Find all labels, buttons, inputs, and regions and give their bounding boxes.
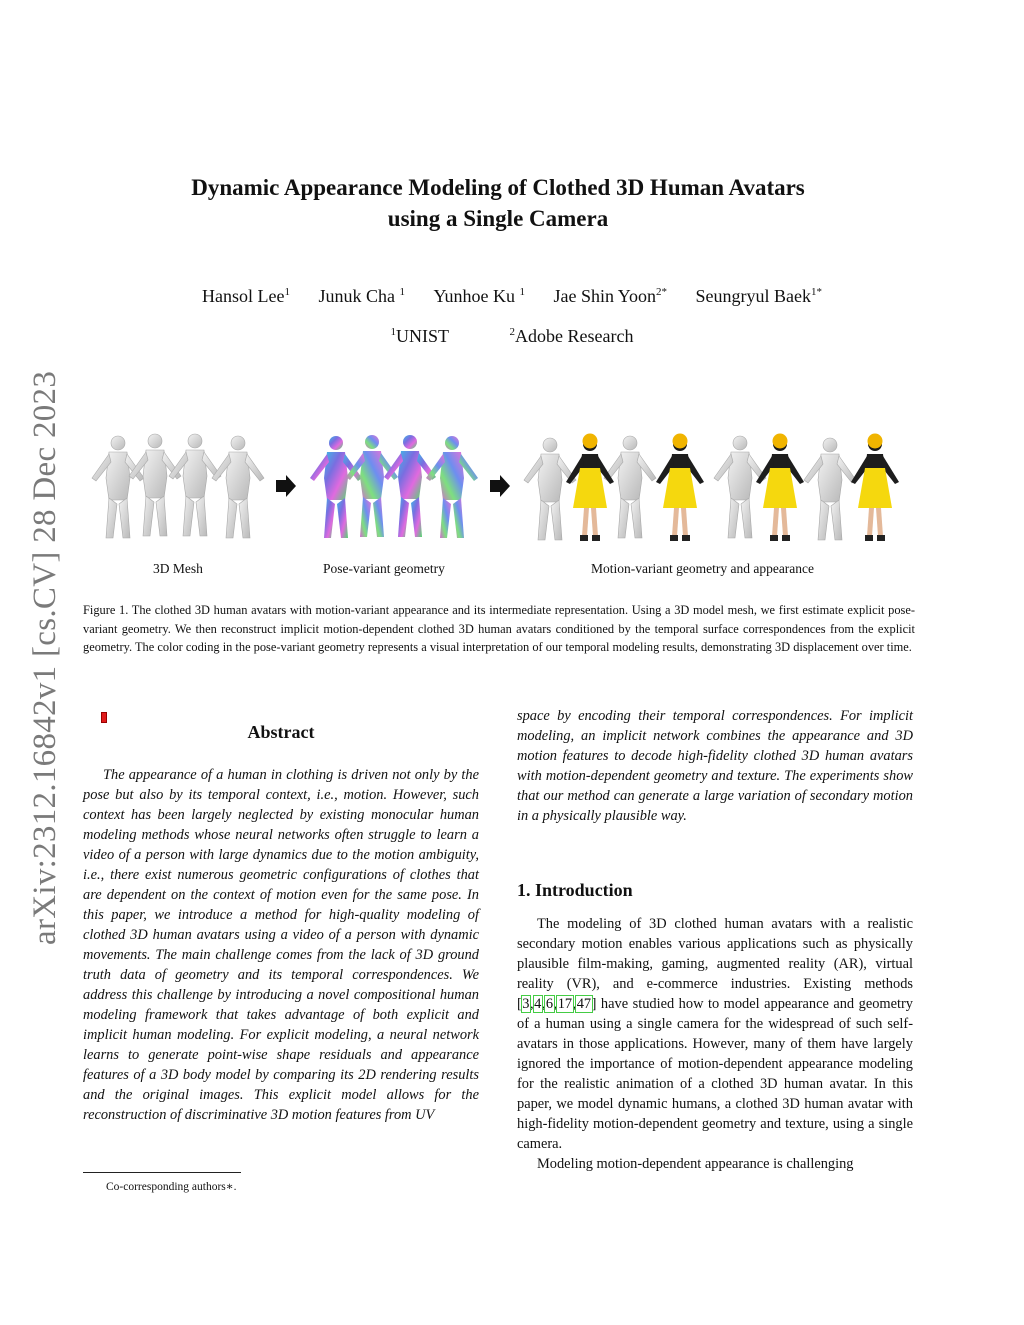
citation-link[interactable]: 17 bbox=[557, 996, 573, 1012]
figure-label-pose-variant: Pose-variant geometry bbox=[323, 561, 445, 576]
affiliation-1: $^1$UNIST bbox=[390, 326, 450, 346]
arxiv-stamp: arXiv:2312.16842v1 [cs.CV] 28 Dec 2023 bbox=[27, 370, 63, 945]
abstract-continuation bbox=[517, 706, 913, 826]
author-4: Jae Shin Yoon$^{2*}$ bbox=[553, 286, 667, 306]
author-list bbox=[0, 286, 1024, 307]
citation-link[interactable]: 3 bbox=[522, 996, 530, 1012]
figure-label-3d-mesh: 3D Mesh bbox=[153, 561, 203, 576]
citation-link[interactable]: 47 bbox=[576, 996, 592, 1012]
intro-paragraph-2: Modeling motion-dependent appearance is challenging bbox=[537, 1156, 854, 1172]
figure-1-illustration bbox=[80, 420, 920, 560]
affiliation-list bbox=[0, 326, 1024, 347]
abstract-paragraph: The appearance of a human in clothing is driven not only by the pose but also by its temporal context, i.e., motion. However, such context has been largely neglected by existing monocular human modeling methods whose neural networks often struggle to learn a video of a person with large dynamics due to the motion ambiguity, i.e., there exist numerous geometric configurations of clothes that are dependent on the context of motion even for the same pose. In this paper, we introduce a method for high-quality modeling of clothed 3D human avatars using a video of a person with dynamic movements. The main challenge comes from the lack of 3D ground truth data of geometry and its temporal correspondences. We address this challenge by introducing a novel compositional human modeling framework that takes advantage of both explicit and implicit human modeling. For explicit modeling, a neural network learns to generate point-wise shape residuals and appearance features of a 3D body model by comparing its 2D rendering results and the original images. This explicit model allows for the reconstruction of discriminative 3D motion features from UV bbox=[83, 767, 479, 1123]
introduction-heading: 1. Introduction bbox=[517, 880, 633, 900]
abstract-paragraph-cont: space by encoding their temporal correspondences. For implicit modeling, an implicit network combines the appearance and 3D motion features to decode high-fidelity clothed 3D human avatars with motion-dependent geometry and texture. The experiments show that our method can generate a large variation of secondary motion in a physically plausible way. bbox=[517, 708, 913, 824]
author-5: Seungryul Baek$^{1*}$ bbox=[695, 286, 822, 306]
author-2: Junuk Cha $^1$ bbox=[318, 286, 405, 306]
author-1: Hansol Lee$^1$ bbox=[202, 286, 290, 306]
citation-link[interactable]: 4 bbox=[534, 996, 542, 1012]
figure-label-motion-variant: Motion-variant geometry and appearance bbox=[591, 561, 815, 576]
footnote: Co-corresponding authors∗. bbox=[106, 1181, 237, 1193]
paper-title bbox=[100, 172, 896, 234]
author-3: Yunhoe Ku $^1$ bbox=[433, 286, 525, 306]
introduction-body bbox=[517, 914, 913, 1174]
footnote-divider bbox=[83, 1172, 241, 1173]
citation-link[interactable]: 6 bbox=[545, 996, 554, 1012]
abstract-heading: Abstract bbox=[247, 722, 315, 742]
figure-caption: Figure 1. The clothed 3D human avatars with motion-variant appearance and its intermediate representation. Using a 3D model mesh, we first estimate explicit pose-variant geometry. We then reconstruct implicit motion-dependent clothed 3D human avatars conditioned by the temporal surface correspondences from the explicit geometry. The color coding in the pose-variant geometry represents a visual interpretation of our temporal modeling results, demonstrating 3D displacement over time. bbox=[83, 603, 915, 654]
intro-paragraph-1: The modeling of 3D clothed human avatars with a realistic secondary motion enables various applications such as physically plausible film-making, gaming, augmented reality (AR), virtual reality (VR), and e-commerce industries. Existing methods [3,4,6,17,47] have studied how to model appearance and geometry of a human using a single camera for the widespread of such self-avatars in those applications. However, many of them have largely ignored the importance of motion-dependent appearance modeling for the realistic animation of a clothed 3D human avatar. In this paper, we model dynamic humans, a clothed 3D human avatar with high-fidelity motion-dependent geometry and texture, using a single camera. bbox=[517, 916, 913, 1152]
arrow-icon bbox=[490, 475, 510, 497]
arrow-icon bbox=[276, 475, 296, 497]
affiliation-2: $^2$Adobe Research bbox=[509, 326, 634, 346]
abstract-body bbox=[83, 765, 479, 1125]
title-line-2: using a Single Camera bbox=[387, 206, 609, 231]
title-line-1: Dynamic Appearance Modeling of Clothed 3D Human Avatars bbox=[191, 175, 805, 200]
